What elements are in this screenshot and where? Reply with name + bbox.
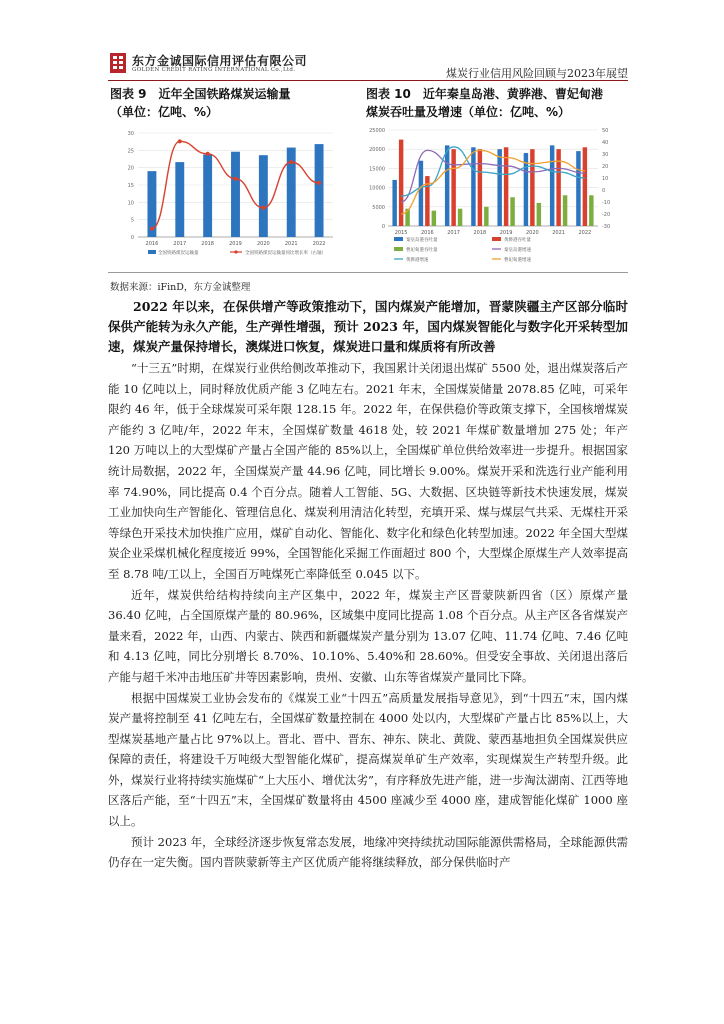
legend-swatch [234, 250, 237, 253]
hh-throughput-bar [451, 149, 455, 226]
qhd-throughput-bar [576, 151, 580, 226]
hh-throughput-bar [399, 140, 403, 226]
y-tick-label-right: 30 [602, 152, 609, 158]
section-summary: 2022 年以来，在保供增产等政策推动下，国内煤炭产能增加，晋蒙陕疆主产区部分临时保供产能转为永久产能，生产弹性增强，预计 2023 年，国内煤炭智能化与数字化开采转型加速，煤炭产量保持增长，澳煤进口恢复，煤炭进口量和煤质将有所改善 [108, 299, 628, 354]
x-tick-label: 2019 [229, 241, 242, 247]
y-tick-label-right: 20 [602, 164, 609, 170]
paragraph-3: 根据中国煤炭工业协会发布的《煤炭工业“十四五”高质量发展指导意见》，到“十四五”末，国内煤炭产量将控制至 41 亿吨左右，全国煤矿数量控制在 4000 处以内，大型煤矿产量占比 85%以上，大型煤炭基地产量占比 97%以上。晋北、晋中、晋东、神东、陕北、黄陇、蒙西基地担负全国煤炭供应保障的责任，将建设千万吨级大型智能化煤矿，提高煤炭单矿生产效率，实现煤炭生产转型升级。此外，煤炭行业将持续实施煤矿“上大压小、增优汰劣”，有序释放先进产能，进一步淘汰湖南、江西等地区落后产能，至“十四五”末，全国煤矿数量将由 4500 座减少至 4000 座，建成智能化煤矿 1000 座以上。 [108, 690, 628, 829]
legend-label: 全国铁路煤炭运输量 [158, 251, 199, 256]
growth-point [234, 177, 238, 181]
body-text [108, 358, 628, 873]
y-tick-label-left: 20000 [369, 147, 385, 154]
y-tick-label-left: 10000 [369, 185, 385, 192]
figure10-title-line1: 图表 10 近年秦皇岛港、黄骅港、曹妃甸港 [366, 87, 603, 101]
x-tick-label: 2022 [312, 241, 326, 247]
growth-point [206, 152, 210, 156]
x-tick-label: 2016 [145, 241, 159, 247]
growth-point [289, 160, 293, 164]
hh-throughput-bar [530, 149, 534, 226]
legend-swatch [148, 250, 156, 254]
legend-swatch [394, 237, 403, 241]
growth-point [178, 139, 182, 143]
bar [203, 154, 212, 237]
figure-source: 数据来源：iFinD，东方金诚整理 [110, 282, 251, 293]
x-tick-label: 2018 [473, 230, 487, 236]
figure10-title [366, 85, 628, 121]
qhd-throughput-bar [392, 180, 396, 226]
y-tick-label-left: 25000 [369, 128, 385, 134]
y-tick-label-right: 40 [602, 140, 609, 146]
y-tick-label: 15 [127, 183, 134, 189]
y-tick-label: 5 [130, 217, 134, 224]
x-tick-label: 2016 [421, 230, 434, 236]
figure10-title-line2: 煤炭吞吐量及增速（单位：亿吨、%） [366, 105, 571, 119]
x-tick-label: 2017 [447, 230, 460, 236]
header-divider [108, 80, 628, 81]
cfd-throughput-bar [537, 203, 541, 226]
legend-swatch [394, 247, 403, 251]
qhd-throughput-bar [497, 149, 501, 226]
y-tick-label-left: 0 [381, 224, 385, 230]
legend-swatch [492, 237, 501, 241]
legend-label: 曹妃甸港吞吐量 [406, 248, 438, 253]
y-tick-label-right: -30 [602, 224, 611, 230]
figure10-chart [364, 125, 626, 270]
company-name-cn: 东方金诚国际信用评估有限公司 [132, 54, 308, 68]
cfd-throughput-bar [432, 211, 436, 226]
paragraph-2: 近年，煤炭供给结构持续向主产区集中，2022 年，煤炭主产区晋蒙陕新四省（区）原煤产量 36.40 亿吨，占全国原煤产量的 80.96%，区域集中度同比提高 1.08 个百分点。从主产区各省煤炭产量来看，2022 年，山西、内蒙古、陕西和新疆煤炭产量分别为 13.07 亿吨、11.74 亿吨、7.46 亿吨和 4.13 亿吨，同比分别增长 8.70%、10.10%、5.40%和 28.60%。但受安全事故、关闭退出落后产能与超千米冲击地压矿井等因素影响，贵州、安徽、山东等省煤炭产量同比下降。 [108, 587, 628, 684]
legend-label: 曹妃甸港增速 [504, 258, 531, 263]
bar [315, 144, 324, 237]
figure9-title-line1: 图表 9 近年全国铁路煤炭运输量 [110, 87, 291, 101]
y-tick-label-left: 15000 [369, 166, 385, 173]
y-tick-label-left: 5000 [372, 204, 385, 211]
qhd-throughput-bar [445, 145, 449, 226]
x-tick-label: 2018 [201, 241, 215, 247]
report-title: 煤炭行业信用风险回顾与2023年展望 [446, 67, 628, 80]
cfd-throughput-bar [458, 209, 462, 226]
hh-throughput-bar [478, 149, 482, 226]
cfd-throughput-bar [484, 207, 488, 226]
growth-point [261, 206, 265, 210]
legend-label: 秦皇岛港增速 [504, 248, 531, 253]
x-tick-label: 2021 [284, 241, 298, 247]
y-tick-label-right: -20 [602, 212, 611, 218]
x-tick-label: 2015 [394, 230, 408, 236]
paragraph-4: 预计 2023 年，全球经济逐步恢复常态发展，地缘冲突持续扰动国际能源供需格局，全球能源供需仍存在一定失衡。国内晋陕蒙新等主产区优质产能将继续释放，部分保供临时产 [108, 834, 628, 870]
y-tick-label-right: 0 [602, 188, 606, 194]
y-tick-label: 20 [127, 165, 134, 172]
figure9-title [110, 85, 355, 121]
x-tick-label: 2022 [578, 230, 592, 236]
source-divider [108, 272, 628, 273]
x-tick-label: 2017 [173, 241, 187, 247]
hh-throughput-bar [583, 147, 587, 226]
qhd-throughput-bar [419, 161, 423, 226]
company-name-en: GOLDEN CREDIT RATING INTERNATIONAL Co.,Ltd. [132, 67, 296, 73]
paragraph-1: “十三五”时期，在煤炭行业供给侧改革推动下，我国累计关闭退出煤矿 5500 处，退出煤炭落后产能 10 亿吨以上，同时释放优质产能 3 亿吨左右。2021 年末，全国煤炭储量 2078.85 亿吨，可采年限约 46 年，低于全球煤炭可采年限 128.15 年。2022 年，在保供稳价等政策支撑下，全国核增煤炭产能约 3 亿吨/年，2022 年末，全国煤矿数量 4618 处，较 2021 年煤矿数量增加 275 处；年产 120 万吨以上的大型煤矿产量占全国产能的 85%以上，全国煤矿单位供给效率进一步提升。根据国家统计局数据，2022 年，全国煤炭产量 44.96 亿吨，同比增长 9.00%。煤炭开采和洗选行业产能利用率 74.90%，同比提高 0.4 个百分点。随着人工智能、5G、大数据、区块链等新技术快速发展，煤炭工业加快向生产智能化、管理信息化、煤炭利用清洁化转型，充填开采、煤与煤层气共采、无煤柱开采等绿色开采技术加快推广应用，煤矿自动化、智能化、数字化和绿色化转型加速。2022 年全国大型煤炭企业采煤机械化程度接近 99%，全国智能化采掘工作面超过 800 个，大型煤企原煤生产人效率提高至 8.78 吨/工以上，全国百万吨煤死亡率降低至 0.045 以下。 [108, 361, 628, 581]
y-tick-label-right: 10 [602, 176, 609, 182]
x-tick-label: 2020 [256, 241, 270, 247]
y-tick-label: 0 [130, 235, 134, 241]
y-tick-label-right: -10 [602, 200, 611, 206]
company-logo [108, 52, 128, 74]
qhd-throughput-bar [471, 147, 475, 226]
legend-label: 黄骅港吞吐量 [504, 238, 531, 243]
cfd-throughput-bar [563, 195, 567, 226]
bar [259, 155, 268, 237]
growth-point [150, 227, 154, 231]
cfd-throughput-bar [510, 197, 514, 226]
cfd-throughput-bar [589, 195, 593, 226]
legend-label: 全国铁路煤炭运输量同比增长率（右轴） [245, 251, 326, 256]
legend-label: 黄骅港增速 [406, 258, 429, 263]
bar [175, 162, 184, 237]
y-tick-label: 30 [127, 131, 134, 137]
x-tick-label: 2020 [526, 230, 539, 236]
y-tick-label-right: 50 [602, 128, 609, 134]
qhd-throughput-bar [550, 145, 554, 226]
growth-point [317, 181, 321, 185]
qhd-throughput-bar [524, 153, 528, 226]
page-header [108, 50, 628, 80]
figure9-chart [108, 125, 348, 267]
figure9-title-line2: （单位：亿吨、%） [110, 105, 219, 119]
bar [231, 152, 240, 237]
y-tick-label: 10 [127, 200, 134, 207]
hh-throughput-bar [504, 147, 508, 226]
y-tick-label: 25 [127, 148, 134, 155]
x-tick-label: 2021 [552, 230, 565, 236]
x-tick-label: 2019 [499, 230, 513, 236]
legend-label: 秦皇岛港吞吐量 [406, 238, 438, 243]
